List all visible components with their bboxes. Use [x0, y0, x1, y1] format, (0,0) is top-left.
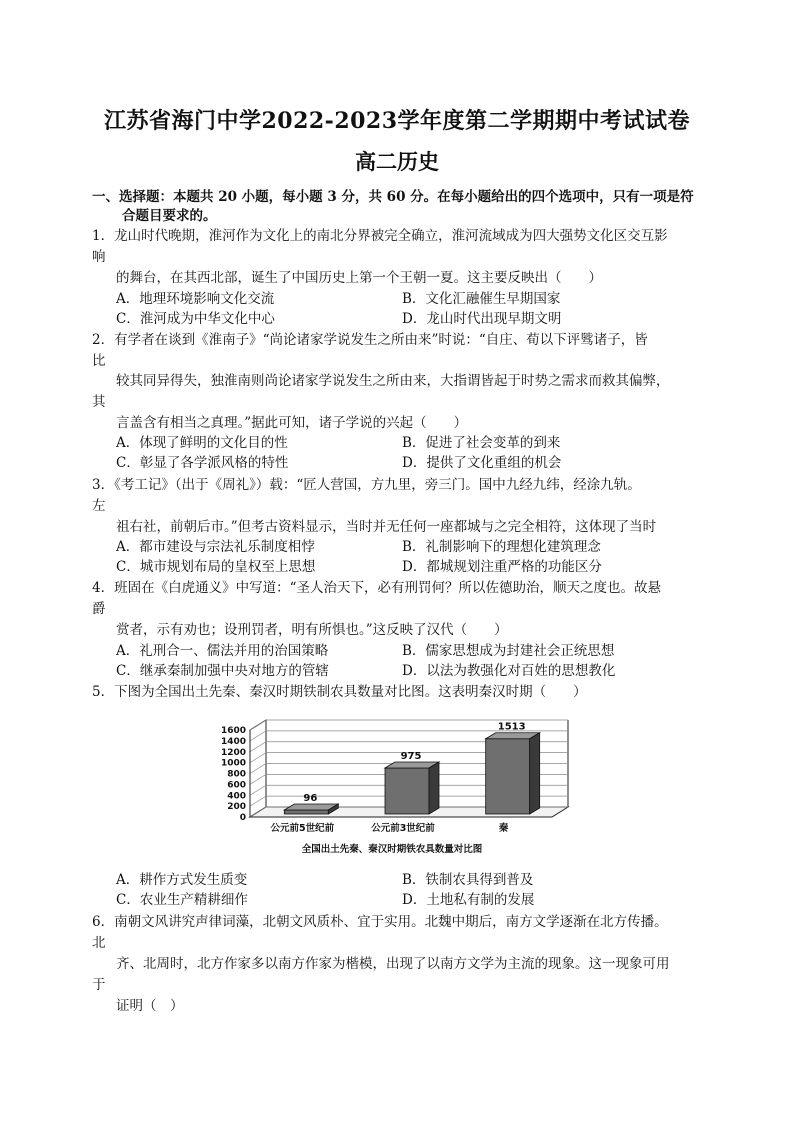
chart-gridline-side	[250, 742, 266, 752]
question-2-option-d[interactable]: D．提供了文化重组的机会	[402, 455, 562, 471]
chart-bar	[486, 739, 530, 814]
iron-tools-chart	[196, 712, 588, 862]
question-5-option-b[interactable]: B．铁制农具得到普及	[402, 872, 534, 888]
question-2-stem-line1: 2．有学者在谈到《淮南子》“尚论诸家学说发生之所由来”时说：“自庄、荀以下评骘诸子，皆	[92, 332, 648, 348]
question-3-stem-line2: 左	[92, 498, 106, 514]
chart-y-tick-label: 0	[239, 813, 246, 823]
question-1-stem-line3: 的舞台，在其西北部，诞生了中国历史上第一个王朝一夏。这主要反映出（ ）	[116, 270, 602, 286]
section-instructions-line1: 一、选择题：本题共 20 小题，每小题 3 分，共 60 分。在每小题给出的四个选项中，只有一项是符	[92, 189, 694, 205]
question-3-option-c[interactable]: C．城市规划布局的皇权至上思想	[116, 559, 316, 575]
question-6-stem-line5: 证明（ ）	[116, 998, 184, 1014]
chart-bar-side	[429, 762, 439, 814]
chart-y-tick-label: 1000	[220, 758, 246, 769]
chart-data-label: 1513	[497, 721, 526, 733]
chart-data-label: 96	[303, 793, 318, 804]
chart-gridline-side	[250, 774, 266, 784]
chart-y-tick-label: 400	[227, 791, 246, 802]
question-6-stem-line3: 齐、北周时，北方作家多以南方作家为楷模，出现了以南方文学为主流的现象。这一现象可用	[116, 956, 670, 972]
chart-gridline-side	[250, 764, 266, 774]
question-3-stem-line3: 祖右社，前朝后市。”但考古资料显示，当时并无任何一座都城与之完全相符，这体现了当时	[116, 519, 657, 535]
question-6-stem-line4: 于	[92, 977, 106, 993]
question-1-stem-line1: 1．龙山时代晚期，淮河作为文化上的南北分界被完全确立，淮河流域成为四大强势文化区交互影	[92, 228, 668, 244]
question-2-option-a[interactable]: A．体现了鲜明的文化目的性	[116, 435, 288, 451]
question-2-stem-line5: 言盖含有相当之真理。”据此可知，诸子学说的兴起（ ）	[116, 415, 468, 431]
question-1-stem-line2: 响	[92, 249, 106, 265]
chart-bar-side	[530, 733, 540, 814]
chart-y-tick-label: 1400	[220, 736, 246, 747]
question-4-stem-line2: 爵	[92, 601, 106, 617]
chart-gridline-side	[250, 731, 266, 741]
question-4-option-b[interactable]: B．儒家思想成为封建社会正统思想	[402, 643, 615, 659]
page-title: 江苏省海门中学2022-2023学年度第二学期期中考试试卷	[103, 108, 691, 134]
question-5-option-a[interactable]: A．耕作方式发生质变	[116, 872, 248, 888]
chart-y-tick-label: 800	[227, 769, 246, 780]
chart-gridline-side	[250, 785, 266, 795]
question-1-option-c[interactable]: C．淮河成为中华文化中心	[116, 311, 275, 327]
iron-tools-chart-svg	[196, 712, 588, 862]
chart-bar	[284, 810, 328, 814]
question-4-option-c[interactable]: C．继承秦制加强中央对地方的管辖	[116, 663, 329, 679]
page-subtitle: 高二历史	[355, 149, 439, 174]
question-2-stem-line3: 较其同异得失，独淮南则尚论诸家学说发生之所由来，大指谓皆起于时势之需求而救其偏弊，	[116, 373, 670, 389]
chart-x-tick-label: 公元前5世纪前	[270, 823, 335, 834]
question-2-option-b[interactable]: B．促进了社会变革的到来	[402, 435, 561, 451]
question-5-option-c[interactable]: C．农业生产精耕细作	[116, 892, 248, 908]
question-2-stem-line4: 其	[92, 394, 106, 410]
question-1-option-a[interactable]: A．地理环境影响文化交流	[116, 291, 275, 307]
chart-x-tick-label: 公元前3世纪前	[371, 823, 435, 834]
question-3-stem-line1: 3．《考工记》（出于《周礼》）载：“匠人营国，方九里，旁三门。国中九经九纬，经涂九轨。	[92, 477, 641, 493]
question-5-option-d[interactable]: D．土地私有制的发展	[402, 892, 535, 908]
chart-title: 全国出土先秦、秦汉时期铁农具数量对比图	[301, 844, 483, 855]
question-1-option-b[interactable]: B．文化汇融催生早期国家	[402, 291, 561, 307]
question-4-stem-line1: 4．班固在《白虎通义》中写道：“圣人治天下，必有刑罚何？所以佐德助治，顺天之度也。故悬	[92, 580, 661, 596]
chart-y-tick-label: 600	[227, 780, 246, 791]
question-3-option-d[interactable]: D．都城规划注重严格的功能区分	[402, 559, 602, 575]
chart-gridline-side	[250, 720, 266, 730]
section-instructions-line2: 合题目要求的。	[122, 208, 217, 224]
question-4-option-d[interactable]: D．以法为教强化对百姓的思想教化	[402, 663, 616, 679]
chart-bar	[385, 768, 429, 814]
chart-data-label: 975	[400, 750, 422, 762]
question-4-stem-line3: 赏者，示有劝也；设刑罚者，明有所惧也。”这反映了汉代（ ）	[116, 622, 508, 638]
question-4-option-a[interactable]: A．礼刑合一、儒法并用的治国策略	[116, 643, 329, 659]
question-6-stem-line1: 6．南朝文风讲究声律词藻，北朝文风质朴、宜于实用。北魏中期后，南方文学逐渐在北方传播。	[92, 914, 668, 930]
chart-gridline-side	[250, 796, 266, 806]
chart-gridline-side	[250, 753, 266, 763]
question-6-stem-line2: 北	[92, 935, 106, 951]
chart-y-tick-label: 1600	[220, 726, 246, 736]
question-3-option-b[interactable]: B．礼制影响下的理想化建筑理念	[402, 539, 601, 555]
question-2-option-c[interactable]: C．彰显了各学派风格的特性	[116, 455, 289, 471]
chart-y-tick-label: 200	[227, 802, 246, 813]
chart-x-tick-label: 秦	[498, 823, 509, 834]
question-2-stem-line2: 比	[92, 353, 106, 369]
chart-y-tick-label: 1200	[220, 747, 246, 758]
question-1-option-d[interactable]: D．龙山时代出现早期文明	[402, 311, 562, 327]
question-3-option-a[interactable]: A．都市建设与宗法礼乐制度相悖	[116, 539, 315, 555]
question-5-stem-line1: 5．下图为全国出土先秦、秦汉时期铁制农具数量对比图。这表明秦汉时期（ ）	[92, 684, 587, 700]
